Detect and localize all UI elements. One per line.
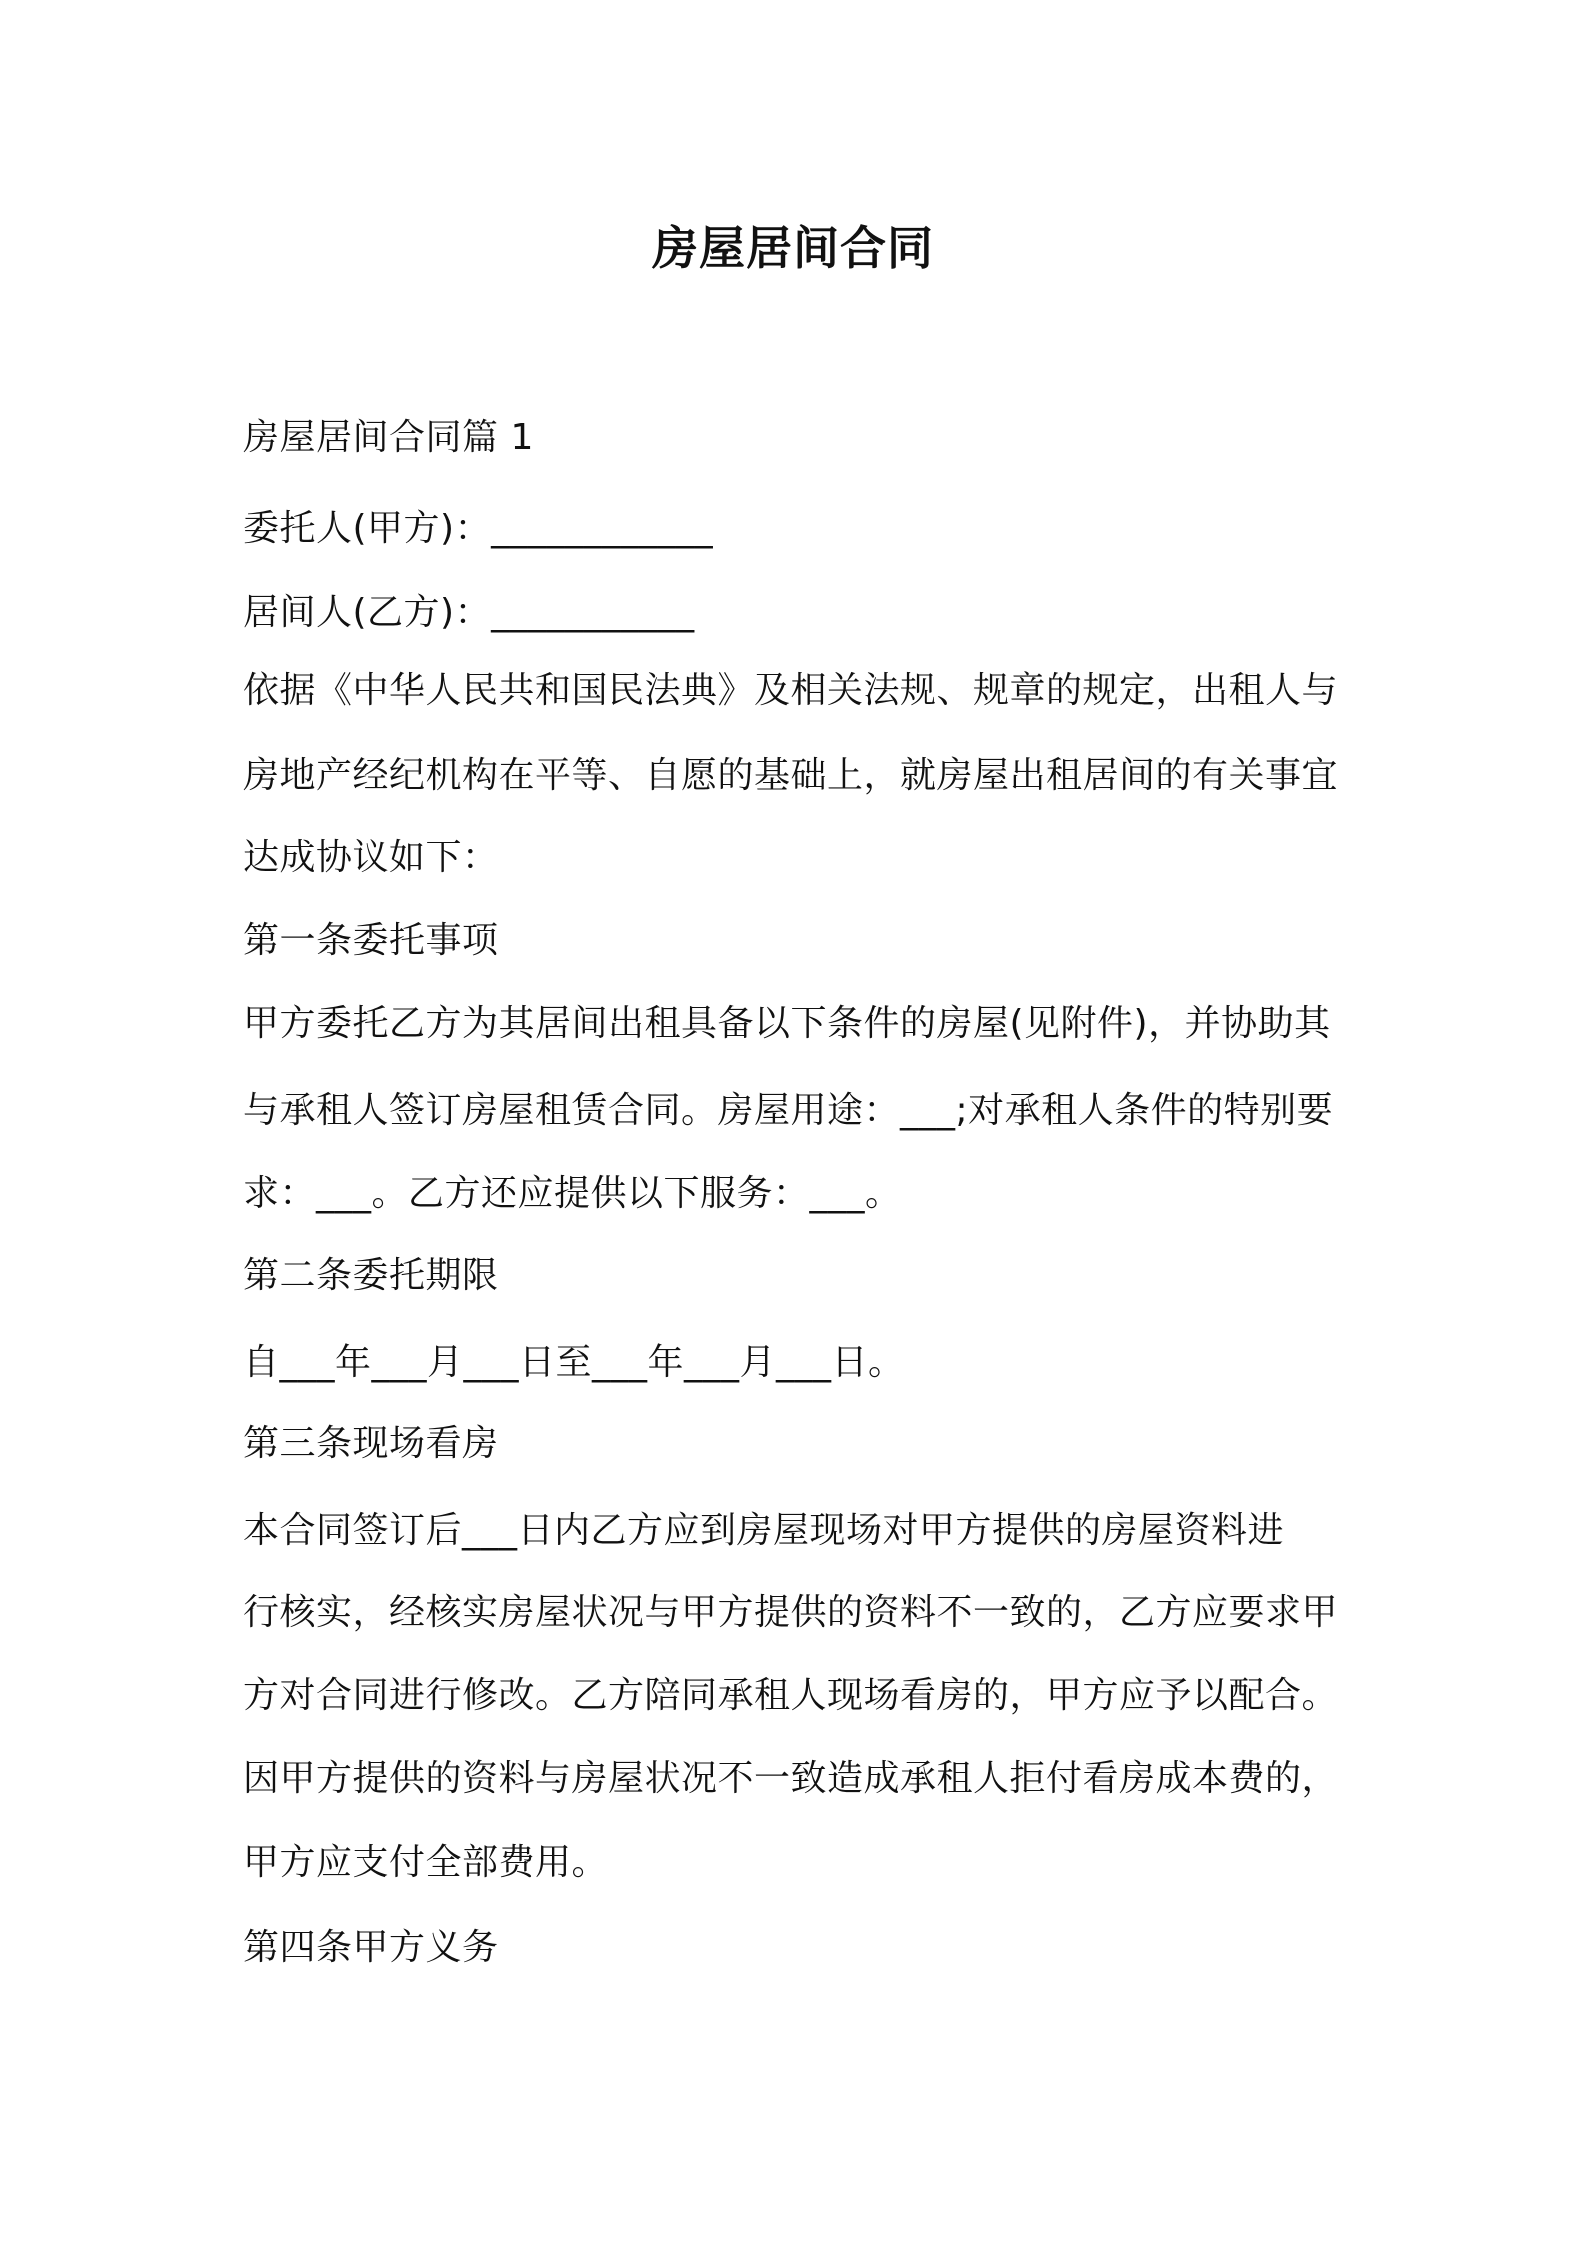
article-heading: 第四条甲方义务: [243, 1927, 499, 1968]
paragraph-line: 甲方委托乙方为其居间出租具备以下条件的房屋(见附件)，并协助其: [243, 1003, 1331, 1044]
paragraph-line: 依据《中华人民共和国民法典》及相关法规、规章的规定，出租人与: [243, 670, 1339, 711]
intermediary-field: 居间人(乙方)：___________: [243, 592, 695, 633]
paragraph-line: 达成协议如下：: [243, 837, 499, 878]
principal-field: 委托人(甲方)：____________: [243, 508, 714, 549]
document-title: 房屋居间合同: [652, 221, 934, 275]
article-heading: 第三条现场看房: [243, 1423, 499, 1464]
paragraph-line: 自___年___月___日至___年___月___日。: [243, 1342, 905, 1383]
article-heading: 第二条委托期限: [243, 1255, 499, 1296]
paragraph-line: 甲方应支付全部费用。: [243, 1842, 609, 1883]
paragraph-line: 行核实，经核实房屋状况与甲方提供的资料不一致的，乙方应要求甲: [243, 1592, 1339, 1633]
paragraph-line: 方对合同进行修改。乙方陪同承租人现场看房的，甲方应予以配合。: [243, 1675, 1339, 1716]
paragraph-line: 与承租人签订房屋租赁合同。房屋用途：___;对承租人条件的特别要: [243, 1090, 1334, 1131]
paragraph-line: 本合同签订后___日内乙方应到房屋现场对甲方提供的房屋资料进: [243, 1510, 1285, 1551]
article-heading: 第一条委托事项: [243, 920, 499, 961]
section-heading: 房屋居间合同篇 1: [243, 417, 534, 458]
paragraph-line: 因甲方提供的资料与房屋状况不一致造成承租人拒付看房成本费的，: [243, 1758, 1339, 1799]
paragraph-line: 房地产经纪机构在平等、自愿的基础上，就房屋出租居间的有关事宜: [243, 755, 1339, 796]
paragraph-line: 求：___。乙方还应提供以下服务：___。: [243, 1173, 902, 1214]
